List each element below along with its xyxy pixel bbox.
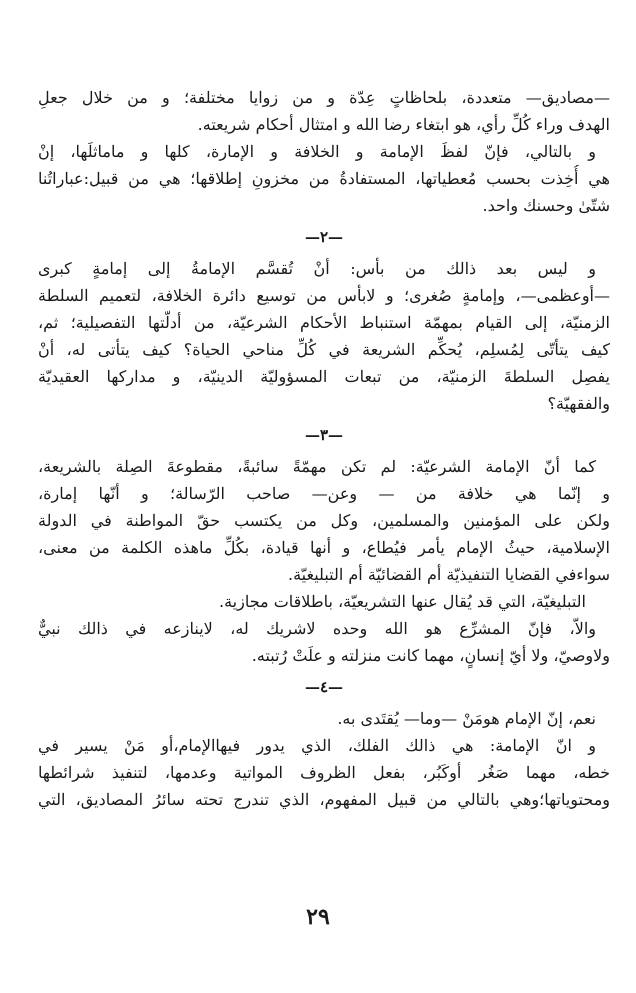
- text-line: والاّ، فإنّ المشرِّع هو الله وحده لاشريك له، لاينازعه في ذالك نبيٌّ: [38, 619, 596, 638]
- section-separator-2: —٢—: [304, 228, 344, 246]
- page-number: ٢٩: [306, 904, 330, 930]
- text-line: التبليغيّة، التي قد يُقال عنها التشريعيّة، باطلاقات مجازية.: [219, 592, 586, 611]
- text-line: و إنّما هي خلافة من — وعن— صاحب الرّسالة؛ و أنّها إمارة،: [38, 484, 610, 503]
- text-line: ولكن على المؤمنين والمسلمين، وكل من يكتسب حقّ المواطنة في الدولة: [38, 511, 610, 530]
- text-line: و انّ الإمامة: هي ذالك الفلك، الذي يدور فيهاالإمام،أو مَنْ يسير في: [38, 736, 596, 755]
- text-line: هي أُخِذت بحسب مُعطياتها، المستفادةُ من مخزونِ إطلاقها؛ هي من قبيل:عباراتُنا: [38, 169, 610, 188]
- text-line: ومحتوياتها؛وهي بالتالي من قبيل المفهوم، الذي تندرج تحته سائرُ المصاديق، التي: [38, 790, 610, 809]
- body-text: [38, 84, 610, 813]
- text-line: ولاوصيّ، ولا أيّ إنسانٍ، مهما كانت منزلته و علَتْ رُتبته.: [251, 646, 610, 665]
- text-line: و ليس بعد ذالك من بأس: أنْ تُقسَّم الإمامةُ إلى إمامةٍ كبرى: [38, 259, 597, 278]
- text-line: الهدف وراء كُلِّ رأي، هو ابتغاء رضا الله و امتثال أحكام شريعته.: [197, 115, 610, 134]
- text-line: كيف يتأتّى لِمُسلِم، يُحكِّم الشريعة في كُلِّ مناحي الحياة؟ كيف يتأتى له، أنْ: [38, 340, 610, 359]
- text-line: والفقهيّة؟: [547, 394, 610, 413]
- text-line: و بالتالي، فإنّ لفظَ الإمامة و الخلافة و الإمارة، كلها و ماماثلَها، إنْ: [38, 142, 596, 161]
- section-separator-4: —٤—: [304, 678, 344, 696]
- text-line: يفصِل السلطةَ الزمنيّة، من تبعات المسؤوليّة الدينيّة، و مداركها العقيديّة: [38, 367, 610, 386]
- text-line: سواءفي القضايا التنفيذيّة أم القضائيّة أم التبليغيّة.: [288, 565, 610, 584]
- text-line: الزمنيّة، إلى القيام بمهمّة استنباط الأحكام الشرعيّة، من أدلّتها التفصيلية؛ ثم،: [38, 313, 610, 332]
- text-line: الإسلامية، حيثُ الإمام يأمر فيُطاع، و أنها قيادة، بكُلِّ ماهذه الكلمة من معنى،: [38, 538, 610, 557]
- text-line: نعم، إنّ الإمام هومَنْ —وما— يُقتَدى به.: [337, 709, 596, 728]
- section-separator-3: —٣—: [304, 426, 344, 444]
- text-line: خطه، مهما صَغُر أوكَبُر، بفعل الظروف المواتية وعدمها، لتنفيذ شرائطها: [38, 763, 610, 782]
- text-line: كما أنّ الإمامة الشرعيّة: لم تكن مهمّةً سائبةً، مقطوعةَ الصِلة بالشريعة،: [38, 457, 596, 476]
- text-line: —مصاديق— متعددة، بلحاظاتٍ عِدّة و من زوايا مختلفة؛ و من خلال جعلِ: [38, 88, 610, 107]
- text-line: —أوعظمى—، وإمامةٍ صُغرى؛ و لابأس من توسيع دائرة الخلافة، لتعميم السلطة: [38, 286, 610, 305]
- text-line: شتّىٰ وحسنك واحد.: [482, 196, 610, 215]
